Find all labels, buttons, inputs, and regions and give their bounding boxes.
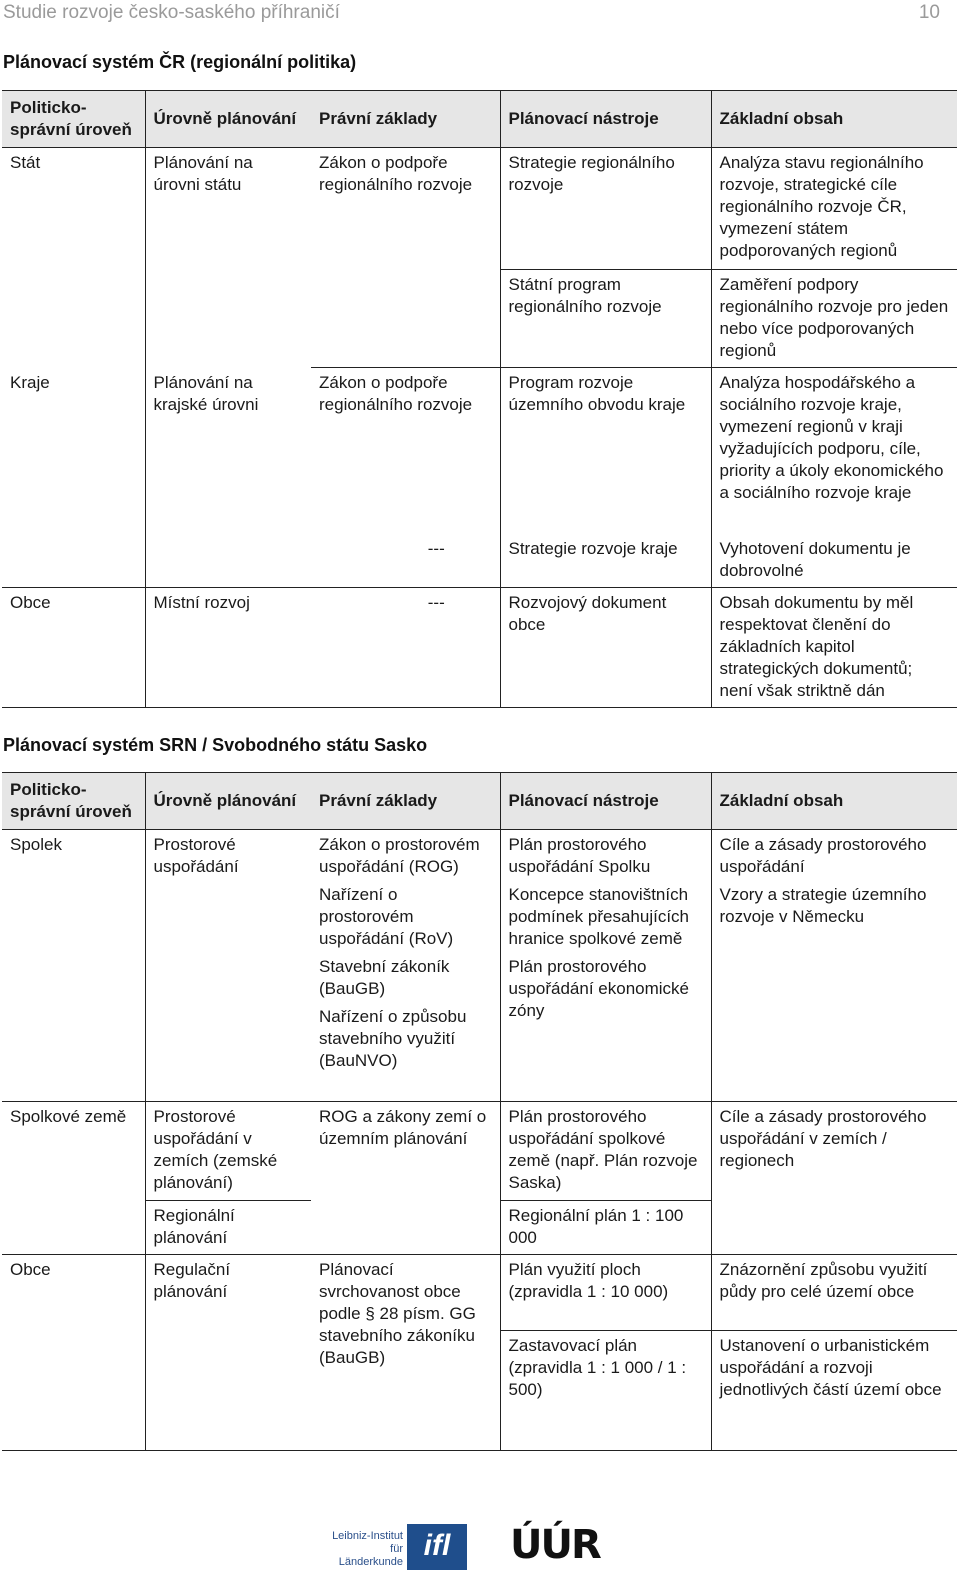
cell-level: Kraje [2, 368, 145, 588]
cz-planning-table [2, 90, 957, 708]
legal-item: Nařízení o způsobu stavebního využití (BauNVO) [319, 1007, 467, 1070]
table-row [2, 368, 957, 534]
cell-legal: Zákon o podpoře regionálního rozvoje [311, 148, 500, 368]
cell-content: Znázornění způsobu využití půdy pro celé území obce [711, 1255, 957, 1331]
table-row [2, 830, 957, 1102]
running-header [0, 0, 960, 26]
header-planning: Úrovně plánování [145, 773, 311, 830]
header-tools: Plánovací nástroje [500, 773, 711, 830]
cell-level: Spolkové země [2, 1102, 145, 1255]
table-row [2, 1255, 957, 1331]
header-content: Základní obsah [711, 91, 957, 148]
de-section-title: Plánovací systém SRN / Svobodného státu Sasko [3, 735, 428, 755]
cell-tool: Regionální plán 1 : 100 000 [500, 1201, 711, 1255]
cell-legal: --- [311, 588, 500, 708]
footer-logos [0, 1518, 960, 1578]
header-tools: Plánovací nástroje [500, 91, 711, 148]
header-legal: Právní základy [311, 773, 500, 830]
cell-level: Stát [2, 148, 145, 368]
ifl-logo-text: Leibniz-Institut für Länderkunde [332, 1530, 403, 1568]
content-item: Vzory a strategie územního rozvoje v Německu [719, 885, 927, 926]
cz-section-title: Plánovací systém ČR (regionální politika) [3, 52, 357, 72]
cell-planning: Prostorové uspořádání v zemích (zemské plánování) [145, 1102, 311, 1201]
header-planning: Úrovně plánování [145, 91, 311, 148]
cell-content: Analýza hospodářského a sociálního rozvoje kraje, vymezení regionů v kraji vyžadujících podporu, cíle, priority a úkoly ekonomického a sociálního rozvoje kraje [711, 368, 957, 534]
cell-planning: Regulační plánování [145, 1255, 311, 1451]
ifl-logo-mark: ifl [407, 1524, 467, 1570]
legal-item: Zákon o prostorovém uspořádání (ROG) [319, 835, 480, 876]
cell-content: Analýza stavu regionálního rozvoje, strategické cíle regionálního rozvoje ČR, vymezení státem podporovaných regionů [719, 153, 924, 260]
header-legal: Právní základy [311, 91, 500, 148]
cell-level: Spolek [2, 830, 145, 1102]
cell-planning: Plánování na krajské úrovni [153, 372, 259, 414]
legal-item: Nařízení o prostorovém uspořádání (RoV) [319, 885, 454, 948]
cell-legal: Plánovací svrchovanost obce podle § 28 písm. GG stavebního zákoníku (BauGB) [311, 1255, 500, 1451]
tool-item: Plán prostorového uspořádání Spolku [508, 835, 651, 876]
ifl-logo [325, 1524, 470, 1572]
de-planning-table [2, 772, 957, 1451]
cell-planning: Prostorové uspořádání [153, 835, 239, 876]
header-level: Politicko-správní úroveň [2, 773, 145, 830]
table-row [2, 588, 957, 708]
table-header-row [2, 773, 957, 830]
cell-legal-list [311, 830, 500, 1102]
cell-legal: Zákon o podpoře regionálního rozvoje [311, 368, 500, 534]
cell-tool: Program rozvoje územního obvodu kraje [500, 368, 711, 534]
cell-content: Obsah dokumentu by měl respektovat členění do základních kapitol strategických dokumentů; není však striktně dán [711, 588, 957, 708]
tool-item: Plán prostorového uspořádání ekonomické zóny [508, 957, 690, 1020]
legal-item: Stavební zákoník (BauGB) [319, 957, 450, 998]
header-content: Základní obsah [711, 773, 957, 830]
cell-planning: Místní rozvoj [145, 588, 311, 708]
cell-level: Obce [2, 1255, 145, 1451]
cell-tool: Strategie rozvoje kraje [500, 534, 711, 588]
tool-item: Koncepce stanovištních podmínek přesahujících hranice spolkové země [508, 885, 689, 948]
uur-logo: ÚÚR [510, 1522, 600, 1568]
content-item: Cíle a zásady prostorového uspořádání [719, 835, 927, 876]
cell-content: Cíle a zásady prostorového uspořádání v zemích / regionech [711, 1102, 957, 1255]
cell-content: Zaměření podpory regionálního rozvoje pro jeden nebo více podporovaných regionů [711, 270, 957, 368]
cell-planning: Regionální plánování [145, 1201, 311, 1255]
cell-tool: Rozvojový dokument obce [500, 588, 711, 708]
cell-content: Vyhotovení dokumentu je dobrovolné [719, 538, 911, 580]
table-row [2, 148, 957, 270]
cell-planning: Plánování na úrovni státu [153, 153, 253, 194]
page-number: 10 [918, 2, 940, 23]
cell-content: Ustanovení o urbanistickém uspořádání a rozvoji jednotlivých částí území obce [711, 1331, 957, 1451]
header-level: Politicko-správní úroveň [2, 91, 145, 148]
table-header-row [2, 91, 957, 148]
document-title: Studie rozvoje česko-saského příhraničí [3, 2, 340, 23]
cell-tool: Státní program regionálního rozvoje [500, 270, 711, 368]
cell-legal: ROG a zákony zemí o územním plánování [311, 1102, 500, 1255]
cell-tool: Plán využití ploch (zpravidla 1 : 10 000) [500, 1255, 711, 1331]
cell-tool: Strategie regionálního rozvoje [500, 148, 711, 270]
cell-tool-list [500, 830, 711, 1102]
cell-tool: Zastavovací plán (zpravidla 1 : 1 000 / 1 : 500) [500, 1331, 711, 1451]
cell-level: Obce [2, 588, 145, 708]
cell-content-list [711, 830, 957, 1102]
cell-tool: Plán prostorového uspořádání spolkové země (např. Plán rozvoje Saska) [500, 1102, 711, 1201]
cell-legal: --- [311, 534, 500, 588]
table-row [2, 1102, 957, 1201]
